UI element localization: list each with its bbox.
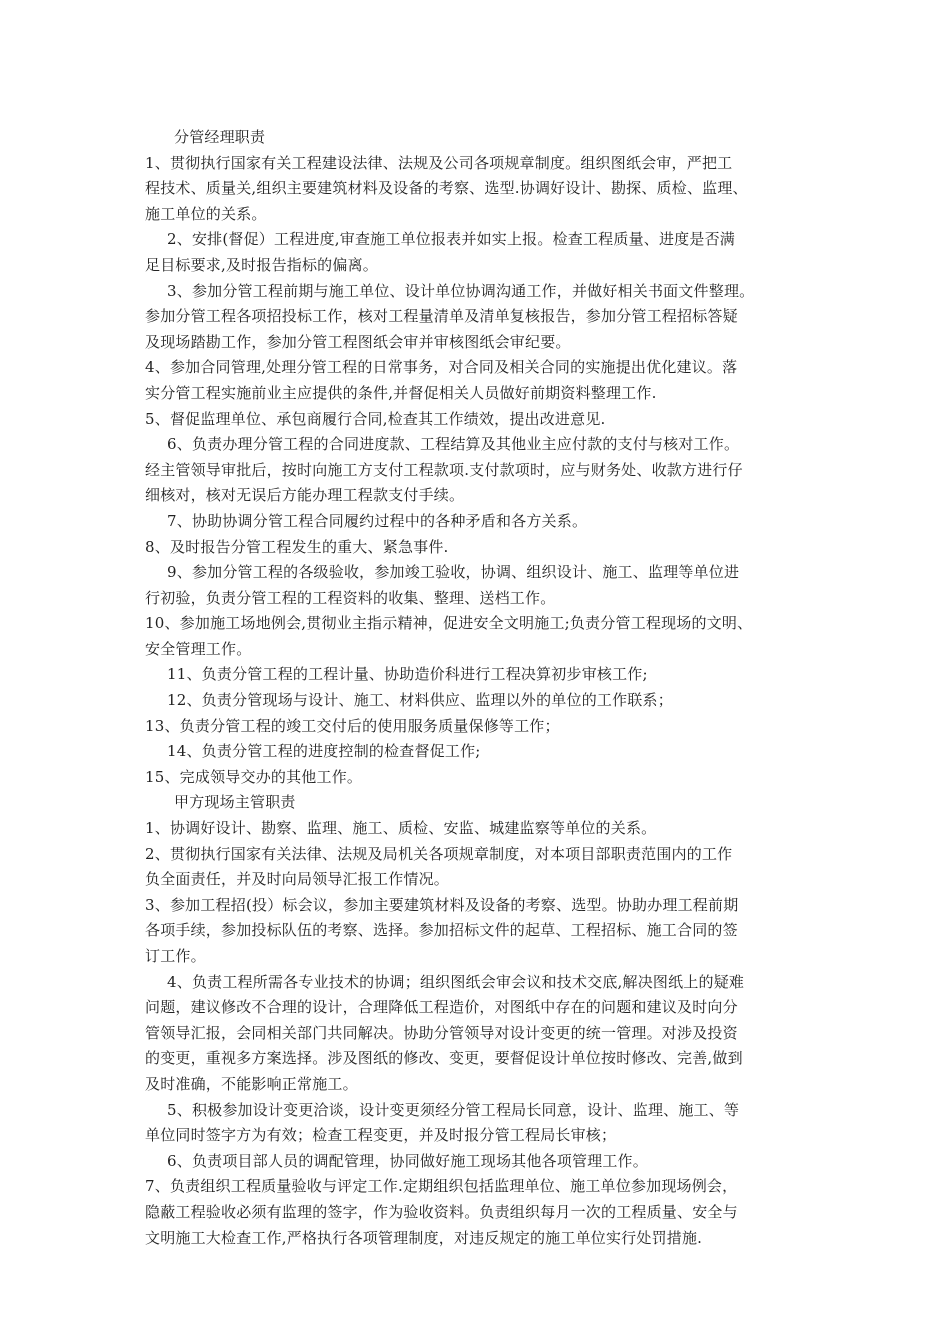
text-line: 2、安排(督促）工程进度,审查施工单位报表并如实上报。检查工程质量、进度是否满 [167, 230, 735, 249]
text-line: 实分管工程实施前业主应提供的条件,并督促相关人员做好前期资料整理工作. [145, 383, 657, 402]
section-site-supervisor-duties [145, 816, 807, 1251]
text-line: 13、负责分管工程的竣工交付后的使用服务质量保修等工作； [145, 716, 560, 735]
text-line: 安全管理工作。 [145, 639, 252, 658]
text-line: 7、负责组织工程质量验收与评定工作.定期组织包括监理单位、施工单位参加现场例会， [145, 1177, 738, 1196]
text-line: 订工作。 [145, 947, 206, 965]
section-title-site-supervisor-duties: 甲方现场主管职责 [174, 793, 296, 812]
section-manager-duties [145, 151, 807, 791]
text-line: 14、负责分管工程的进度控制的检查督促工作; [167, 742, 481, 761]
text-line: 11、负责分管工程的工程计量、协助造价科进行工程决算初步审核工作; [167, 665, 648, 684]
text-line: 3、参加工程招(投）标会议，参加主要建筑材料及设备的考察、选型。协助办理工程前期 [145, 895, 739, 914]
text-line: 的变更，重视多方案选择。涉及图纸的修改、变更，要督促设计单位按时修改、完善,做到 [145, 1049, 743, 1068]
text-line: 10、参加施工场地例会,贯彻业主指示精神，促进安全文明施工;负责分管工程现场的文明、 [145, 614, 753, 633]
text-line: 9、参加分管工程的各级验收，参加竣工验收，协调、组织设计、施工、监理等单位进 [167, 563, 740, 582]
document-page [145, 125, 807, 1251]
text-line: 8、及时报告分管工程发生的重大、紧急事件. [145, 537, 449, 556]
text-line: 4、参加合同管理,处理分管工程的日常事务，对合同及相关合同的实施提出优化建议。落 [145, 358, 738, 377]
text-line: 6、负责项目部人员的调配管理，协同做好施工现场其他各项管理工作。 [167, 1151, 648, 1170]
text-line: 12、负责分管现场与设计、施工、材料供应、监理以外的单位的工作联系； [167, 691, 673, 710]
text-line: 各项手续，参加投标队伍的考察、选择。参加招标文件的起草、工程招标、施工合同的签 [145, 921, 738, 940]
text-line: 管领导汇报，会同相关部门共同解决。协助分管领导对设计变更的统一管理。对涉及投资 [145, 1023, 738, 1042]
text-line: 细核对，核对无误后方能办理工程款支付手续。 [145, 486, 465, 505]
text-line: 隐蔽工程验收必须有监理的签字，作为验收资料。负责组织每月一次的工程质量、安全与 [145, 1202, 738, 1221]
text-line: 5、督促监理单位、承包商履行合同,检查其工作绩效，提出改进意见. [145, 409, 606, 428]
text-line: 施工单位的关系。 [145, 204, 267, 223]
text-line: 3、参加分管工程前期与施工单位、设计单位协调沟通工作，并做好相关书面文件整理。 [167, 281, 755, 300]
text-line: 1、贯彻执行国家有关工程建设法律、法规及公司各项规章制度。组织图纸会审，严把工 [145, 153, 733, 172]
text-line: 经主管领导审批后，按时向施工方支付工程款项.支付款项时，应与财务处、收款方进行仔 [145, 460, 743, 479]
text-line: 问题，建议修改不合理的设计，合理降低工程造价，对图纸中存在的问题和建议及时向分 [145, 998, 738, 1017]
text-line: 单位同时签字方为有效；检查工程变更，并及时报分管工程局长审核； [145, 1126, 617, 1145]
text-line: 2、贯彻执行国家有关法律、法规及局机关各项规章制度，对本项目部职责范围内的工作 [145, 844, 733, 863]
text-line: 6、负责办理分管工程的合同进度款、工程结算及其他业主应付款的支付与核对工作。 [167, 435, 740, 454]
text-line: 及现场踏勘工作，参加分管工程图纸会审并审核图纸会审纪要。 [145, 332, 571, 351]
text-line: 15、完成领导交办的其他工作。 [145, 767, 363, 786]
text-line: 程技术、质量关,组织主要建筑材料及设备的考察、选型.协调好设计、勘探、质检、监理、 [145, 179, 748, 198]
text-line: 行初验，负责分管工程的工程资料的收集、整理、送档工作。 [145, 588, 556, 607]
text-line: 及时准确，不能影响正常施工。 [145, 1074, 358, 1093]
text-line: 4、负责工程所需各专业技术的协调；组织图纸会审会议和技术交底,解决图纸上的疑难 [167, 972, 745, 991]
text-line: 5、积极参加设计变更洽谈，设计变更须经分管工程局长同意，设计、监理、施工、等 [167, 1100, 740, 1119]
section-title-manager-duties: 分管经理职责 [174, 128, 266, 146]
text-line: 足目标要求,及时报告指标的偏离。 [145, 255, 378, 274]
text-line: 7、协助协调分管工程合同履约过程中的各种矛盾和各方关系。 [167, 511, 588, 530]
text-line: 参加分管工程各项招投标工作，核对工程量清单及清单复核报告，参加分管工程招标答疑 [145, 307, 738, 326]
text-line: 1、协调好设计、勘察、监理、施工、质检、安监、城建监察等单位的关系。 [145, 819, 657, 838]
text-line: 负全面责任，并及时向局领导汇报工作情况。 [145, 870, 450, 889]
text-line: 文明施工大检查工作,严格执行各项管理制度，对违反规定的施工单位实行处罚措施. [145, 1228, 703, 1247]
